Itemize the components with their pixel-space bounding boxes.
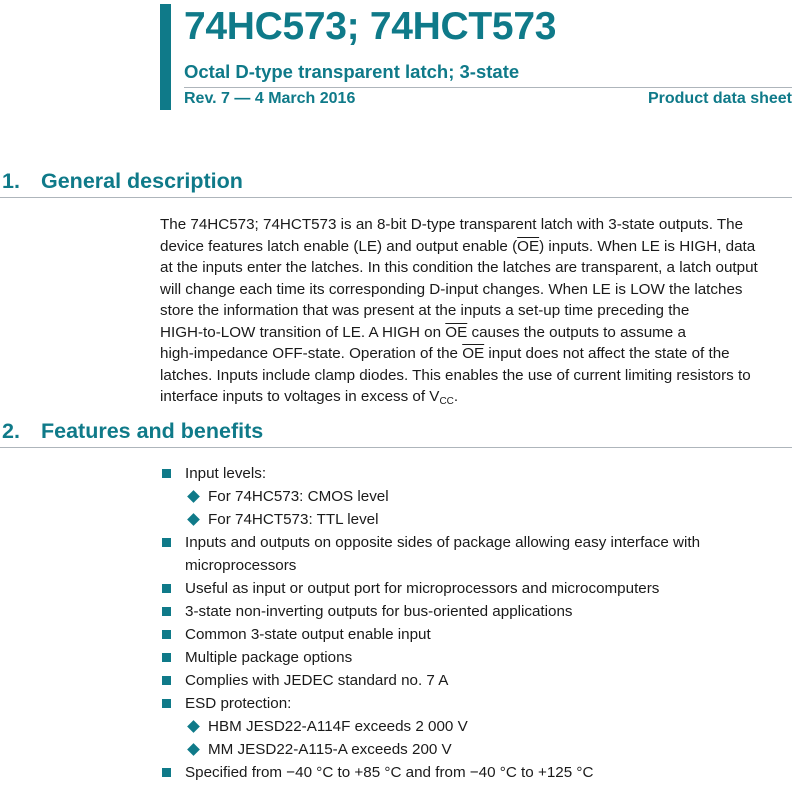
diamond-bullet-icon (187, 513, 200, 526)
text-run: at the inputs enter the latches. In this condition the latches are transparent, a latch output (160, 259, 758, 276)
sub-list-item (160, 485, 792, 508)
section-number: 1. (2, 169, 20, 193)
paragraph-line (160, 386, 792, 408)
list-item-text: Multiple package options (185, 649, 353, 666)
diamond-bullet-icon (187, 743, 200, 756)
list-item (160, 531, 792, 577)
text-run: The 74HC573; 74HCT573 is an 8-bit D-type transparent latch with 3-state outputs. The (160, 216, 744, 233)
list-item (160, 600, 792, 623)
text-run: ) inputs. When LE is HIGH, data (539, 237, 756, 255)
sub-list-item (160, 508, 792, 531)
header-divider (184, 87, 792, 88)
list-item (160, 623, 792, 646)
diamond-bullet-icon (187, 490, 200, 503)
square-bullet-icon (162, 653, 171, 662)
text-run: store the information that was present at the inputs a set-up time preceding the (160, 302, 690, 319)
oe-overline-symbol: $\overline{OE}$ (445, 323, 468, 341)
paragraph-line (160, 300, 792, 322)
list-item-text: Complies with JEDEC standard no. 7 A (185, 672, 449, 689)
text-run: input does not affect the state of the (484, 345, 730, 362)
text-run: latches. Inputs include clamp diodes. This enables the use of current limiting resistors to (160, 366, 751, 384)
list-item (160, 462, 792, 485)
list-item-text: MM JESD22-A115-A exceeds 200 V (208, 741, 452, 758)
text-run: causes the outputs to assume a (467, 323, 686, 341)
square-bullet-icon (162, 538, 171, 547)
section-title: Features and benefits (41, 419, 264, 443)
oe-overline-symbol: $\overline{OE}$ (517, 237, 540, 255)
text-run: interface inputs to voltages in excess of V (160, 388, 440, 405)
paragraph-line (160, 236, 792, 258)
paragraph-line (160, 365, 792, 387)
square-bullet-icon (162, 469, 171, 478)
features-list (160, 462, 792, 784)
square-bullet-icon (162, 699, 171, 708)
list-item-text: Common 3-state output enable input (185, 626, 431, 643)
list-item-text: Specified from −40 °C to +85 °C and from −40 °C to +125 °C (185, 764, 594, 781)
text-run: . (453, 388, 459, 405)
text-run: device features latch enable (LE) and output enable ( (160, 237, 518, 255)
revision-date: Rev. 7 — 4 March 2016 (184, 90, 356, 107)
list-item-text: 3-state non-inverting outputs for bus-oriented applications (185, 603, 573, 620)
list-item-text: ESD protection: (185, 695, 292, 712)
paragraph-line (160, 322, 792, 344)
text-run: high-impedance OFF-state. Operation of the (160, 345, 463, 362)
header-accent-bar (160, 4, 171, 110)
square-bullet-icon (162, 768, 171, 777)
section-title: General description (41, 169, 243, 193)
list-item-text: microprocessors (185, 557, 297, 574)
general-description-paragraph (160, 214, 792, 408)
paragraph-line (160, 257, 792, 279)
sub-list-item (160, 738, 792, 761)
section-heading-features-and-benefits (0, 418, 792, 448)
square-bullet-icon (162, 630, 171, 639)
text-run: HIGH-to-LOW transition of LE. A HIGH on (160, 323, 446, 341)
vcc-subscript: CC (439, 396, 454, 407)
paragraph-line (160, 343, 792, 365)
section-number: 2. (2, 419, 20, 443)
section-heading-general-description (0, 168, 792, 198)
list-item (160, 577, 792, 600)
diamond-bullet-icon (187, 720, 200, 733)
list-item (160, 692, 792, 715)
list-item (160, 761, 792, 784)
document-type: Product data sheet (647, 90, 792, 107)
document-header (160, 4, 792, 110)
paragraph-line (160, 214, 792, 236)
list-item (160, 669, 792, 692)
list-item (160, 646, 792, 669)
list-item-text: Useful as input or output port for microprocessors and microcomputers (185, 580, 660, 597)
square-bullet-icon (162, 584, 171, 593)
document-title: 74HC573; 74HCT573 (184, 5, 557, 48)
oe-overline-symbol: $\overline{OE}$ (462, 345, 485, 362)
text-run: will change each time its corresponding D-input changes. When LE is LOW the latches (160, 280, 743, 298)
square-bullet-icon (162, 676, 171, 685)
list-item-text: Inputs and outputs on opposite sides of package allowing easy interface with (185, 534, 701, 551)
list-item-text: HBM JESD22-A114F exceeds 2 000 V (208, 718, 468, 735)
square-bullet-icon (162, 607, 171, 616)
list-item-text: Input levels: (185, 465, 267, 482)
document-subtitle: Octal D-type transparent latch; 3-state (184, 61, 520, 82)
list-item-text: For 74HCT573: TTL level (208, 511, 379, 528)
paragraph-line (160, 279, 792, 301)
list-item-text: For 74HC573: CMOS level (208, 488, 389, 505)
sub-list-item (160, 715, 792, 738)
